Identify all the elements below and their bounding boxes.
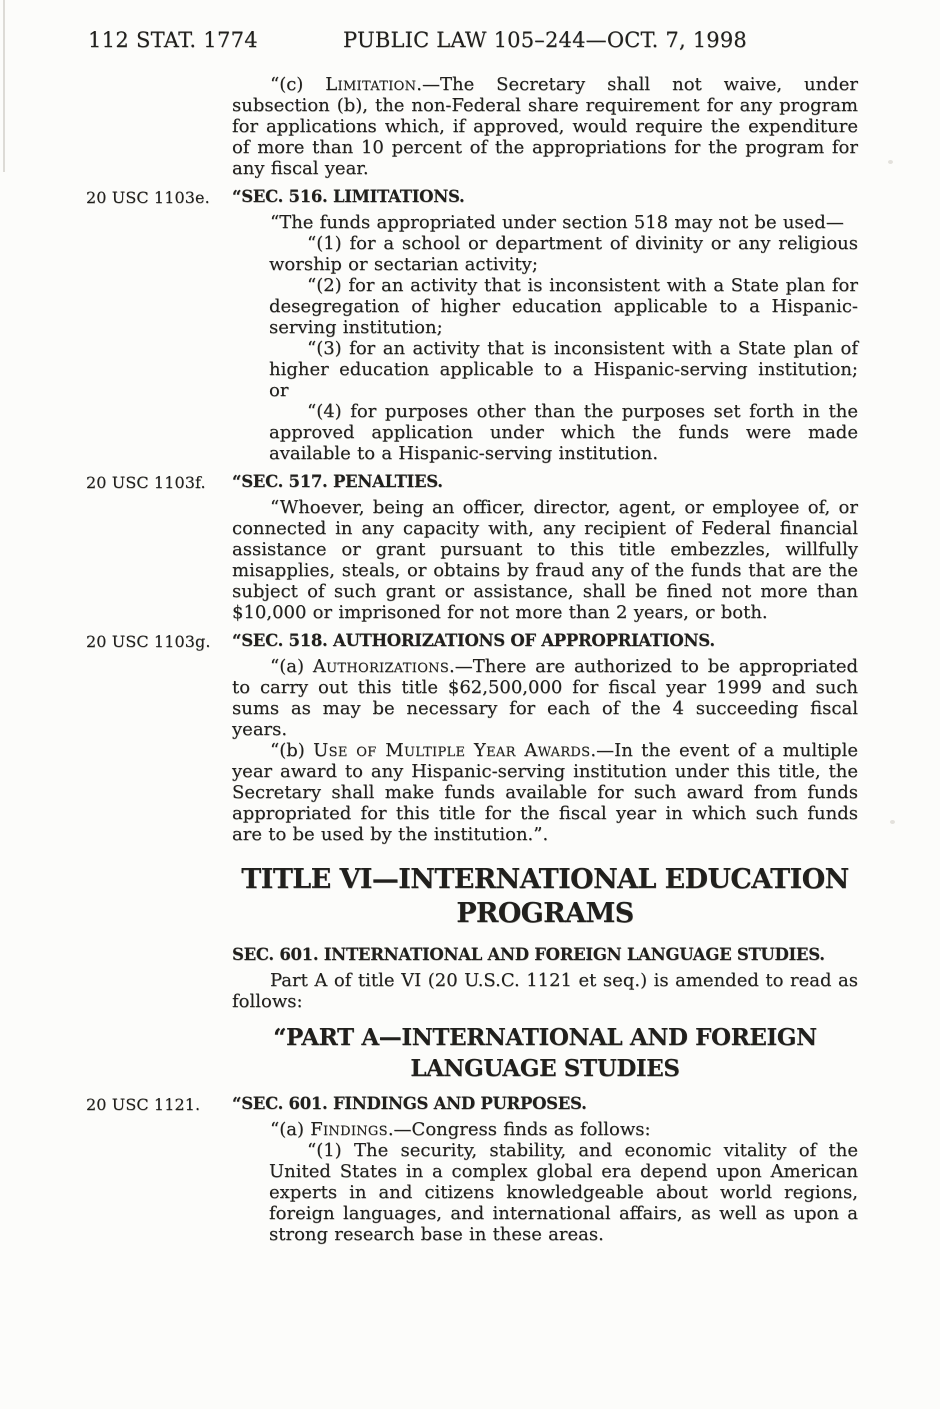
small-caps-text: Authorizations [312,656,450,677]
uscode-margin-note: 20 USC 1103f. [86,473,206,492]
uscode-margin-note: 20 USC 1103e. [86,188,210,207]
heading-line: LANGUAGE STUDIES [410,1055,680,1082]
text-segment: “(1) The security, stability, and economic vitality of the United States in a complex global era depend upon American experts in and citizens knowledgeable about world regions, foreign languages, and international affairs, as well as upon a strong research base in these areas. [269,1140,858,1245]
section-heading [86,472,858,492]
text-segment: “The funds appropriated under section 518 may not be used— [270,212,844,233]
scan-speck [888,160,893,164]
section-heading-text: “SEC. 518. AUTHORIZATIONS OF APPROPRIATIONS. [232,631,715,650]
text-segment: “(2) for an activity that is inconsistent with a State plan for desegregation of higher education applicable to a Hispanic-serving institution; [269,275,858,338]
stat-page-number: 112 STAT. 1774 [88,28,258,52]
statute-paragraph [232,212,858,233]
text-segment: “(b) [270,740,314,761]
clause-paragraph [269,401,858,464]
clause-paragraph [269,338,858,401]
text-segment: .—There are authorized to be appropriated to carry out this title $62,500,000 for fiscal year 1999 and such sums as may be necessary for each of the 4 succeeding fiscal years. [232,656,858,740]
uscode-margin-note: 20 USC 1103g. [86,632,211,651]
section-heading [86,187,858,207]
heading-line: “PART A—INTERNATIONAL AND FOREIGN [273,1024,817,1051]
text-segment: .—Congress finds as follows: [387,1119,651,1140]
statute-paragraph [232,497,858,623]
heading-line: TITLE VI—INTERNATIONAL EDUCATION [241,864,849,895]
text-segment: .—The Secretary shall not waive, under subsection (b), the non-Federal share requirement for any program for applications which, if approved, would require the expenditure of more than 10 percent of the appropriations for the program for any fiscal year. [232,74,858,179]
small-caps-text: Limitation [325,74,417,95]
title-heading [232,863,858,931]
clause-paragraph [269,275,858,338]
law-heading: PUBLIC LAW 105–244—OCT. 7, 1998 [343,28,747,52]
text-segment: “(3) for an activity that is inconsistent with a State plan of higher education applicable to a Hispanic-serving institution; or [269,338,858,401]
statute-text-column [86,74,858,1245]
statute-paragraph [232,970,858,1012]
statute-paragraph [232,74,858,179]
text-segment: “(a) [270,656,313,677]
text-segment: “(c) [270,74,326,95]
scan-edge-artifact [3,0,5,172]
part-heading [232,1022,858,1084]
section-heading [86,1094,858,1114]
section-heading [232,945,858,964]
statute-paragraph [232,740,858,845]
heading-line: PROGRAMS [456,898,634,929]
text-segment: “Whoever, being an officer, director, agent, or employee of, or connected in any capacity with, any recipient of Federal financial assistance or grant pursuant to this title embezzles, willfully misapplies, steals, or obtains by fraud any of the funds that are the subject of such grant or assistance, shall be fined not more than $10,000 or imprisoned for not more than 2 years, or both. [232,497,858,623]
text-segment: “(a) [270,1119,311,1140]
uscode-margin-note: 20 USC 1121. [86,1095,201,1114]
section-heading [86,631,858,651]
section-heading-text: SEC. 601. INTERNATIONAL AND FOREIGN LANGUAGE STUDIES. [232,945,825,964]
text-segment: .—In the event of a multiple year award to any Hispanic-serving institution under this title, the Secretary shall make funds available for such award from funds appropriated for this title for the fiscal year in which such funds are to be used by the institution.”. [232,740,858,845]
small-caps-text: Findings [310,1119,388,1140]
text-segment: “(1) for a school or department of divinity or any religious worship or sectarian activity; [269,233,858,275]
scan-speck [890,820,895,824]
statute-paragraph [232,656,858,740]
section-heading-text: “SEC. 601. FINDINGS AND PURPOSES. [232,1094,587,1113]
clause-paragraph [269,1140,858,1245]
statute-paragraph [232,1119,858,1140]
small-caps-text: Use of Multiple Year Awards [313,740,591,761]
section-heading-text: “SEC. 516. LIMITATIONS. [232,187,465,206]
section-heading-text: “SEC. 517. PENALTIES. [232,472,443,491]
clause-paragraph [269,233,858,275]
text-segment: “(4) for purposes other than the purposes set forth in the approved application under which the funds were made available to a Hispanic-serving institution. [269,401,858,464]
text-segment: Part A of title VI (20 U.S.C. 1121 et seq.) is amended to read as follows: [232,970,858,1012]
